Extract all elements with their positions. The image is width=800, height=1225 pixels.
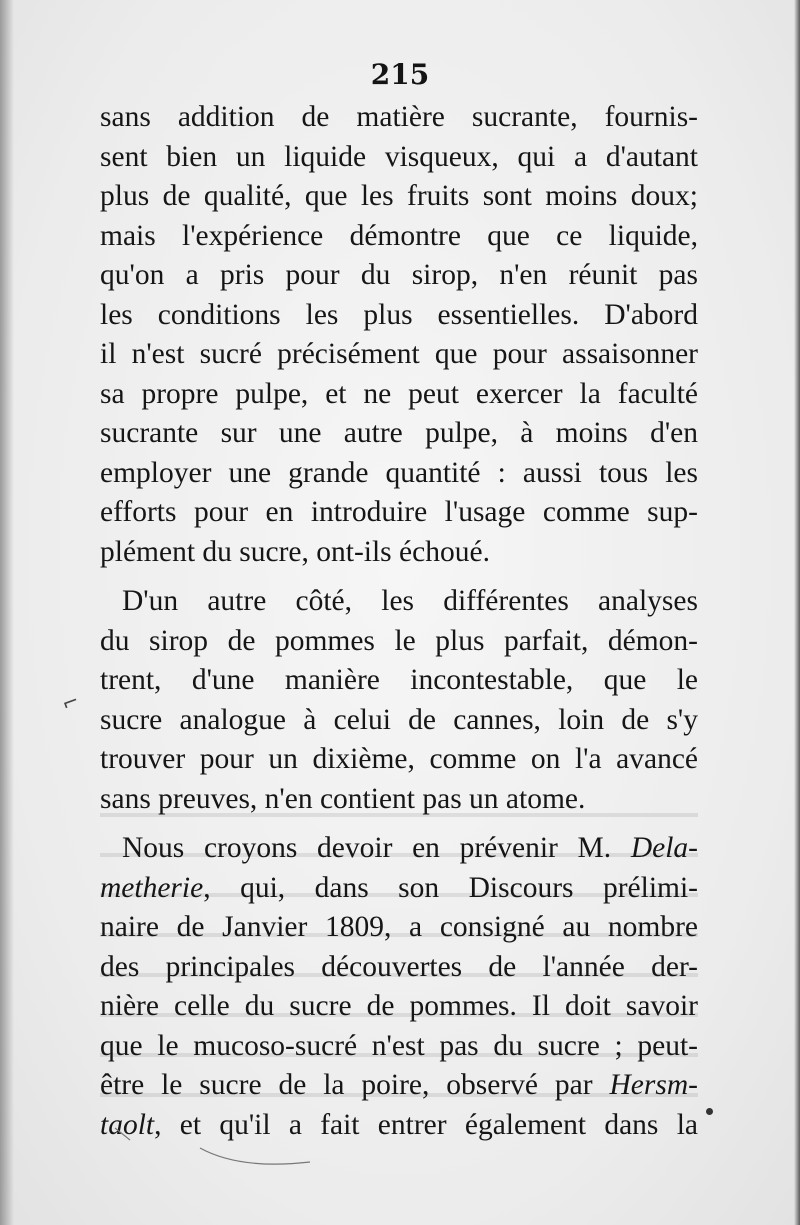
- text-line: [100, 869, 698, 909]
- text-line: du sirop de pommes le plus parfait, démon-: [100, 624, 698, 657]
- italic-name: taolt: [100, 1108, 155, 1141]
- pencil-stroke: [110, 1120, 330, 1180]
- ink-spot: [706, 1108, 713, 1115]
- body-text: [100, 98, 698, 1145]
- italic-name: metherie: [100, 871, 204, 904]
- text-line: plément du sucre, ont-ils échoué.: [100, 535, 490, 568]
- text-line: mais l'expérience démontre que ce liquide,: [100, 219, 698, 252]
- text-line: D'un autre côté, les différentes analyses: [122, 585, 698, 617]
- paragraph-3: [100, 829, 698, 1145]
- italic-name: Dela-: [630, 832, 698, 864]
- text-run: être le sucre de la poire, observé par: [100, 1069, 610, 1101]
- text-line: que le mucoso-sucré n'est pas du sucre ; peut-: [100, 1029, 698, 1062]
- text-line: employer une grande quantité : aussi tous les: [100, 456, 698, 489]
- page-number: 215: [370, 58, 430, 91]
- italic-name: Hersm-: [609, 1069, 698, 1101]
- text-line: trent, d'une manière incontestable, que le: [100, 664, 698, 696]
- text-line: plus de qualité, que les fruits sont moins doux;: [100, 180, 698, 212]
- text-line: trouver pour un dixième, comme on l'a avancé: [100, 743, 698, 775]
- text-line: nière celle du sucre de pommes. Il doit savoir: [100, 990, 698, 1022]
- text-line: sucre analogue à celui de cannes, loin de s'y: [100, 703, 698, 736]
- text-line: [100, 829, 698, 869]
- paragraph-2: [100, 582, 698, 819]
- page-gutter-shadow: [0, 0, 14, 1225]
- text-line: [100, 1066, 698, 1106]
- text-run: , qui, dans son Discours prélimi-: [203, 871, 698, 904]
- text-line: il n'est sucré précisément que pour assaisonner: [100, 338, 698, 370]
- text-line: les conditions les plus essentielles. D'abord: [100, 298, 698, 331]
- page-edge-shadow: [794, 0, 800, 1225]
- text-line: sans preuves, n'en contient pas un atome.: [100, 782, 586, 815]
- text-line: naire de Janvier 1809, a consigné au nombre: [100, 911, 698, 943]
- text-line: qu'on a pris pour du sirop, n'en réunit pas: [100, 259, 698, 291]
- text-run: , et qu'il a fait entrer également dans la: [154, 1108, 698, 1141]
- text-line: sa propre pulpe, et ne peut exercer la faculté: [100, 377, 698, 410]
- text-line: sucrante sur une autre pulpe, à moins d'en: [100, 417, 698, 449]
- text-line: des principales découvertes de l'année der-: [100, 950, 698, 983]
- text-line: sans addition de matière sucrante, fournis-: [100, 101, 698, 133]
- paragraph-1: [100, 98, 698, 572]
- text-run: Nous croyons devoir en prévenir M.: [122, 832, 631, 864]
- margin-mark: ⌐: [58, 687, 83, 717]
- text-line: sent bien un liquide visqueux, qui a d'autant: [100, 140, 698, 173]
- text-line: efforts pour en introduire l'usage comme sup-: [100, 496, 698, 528]
